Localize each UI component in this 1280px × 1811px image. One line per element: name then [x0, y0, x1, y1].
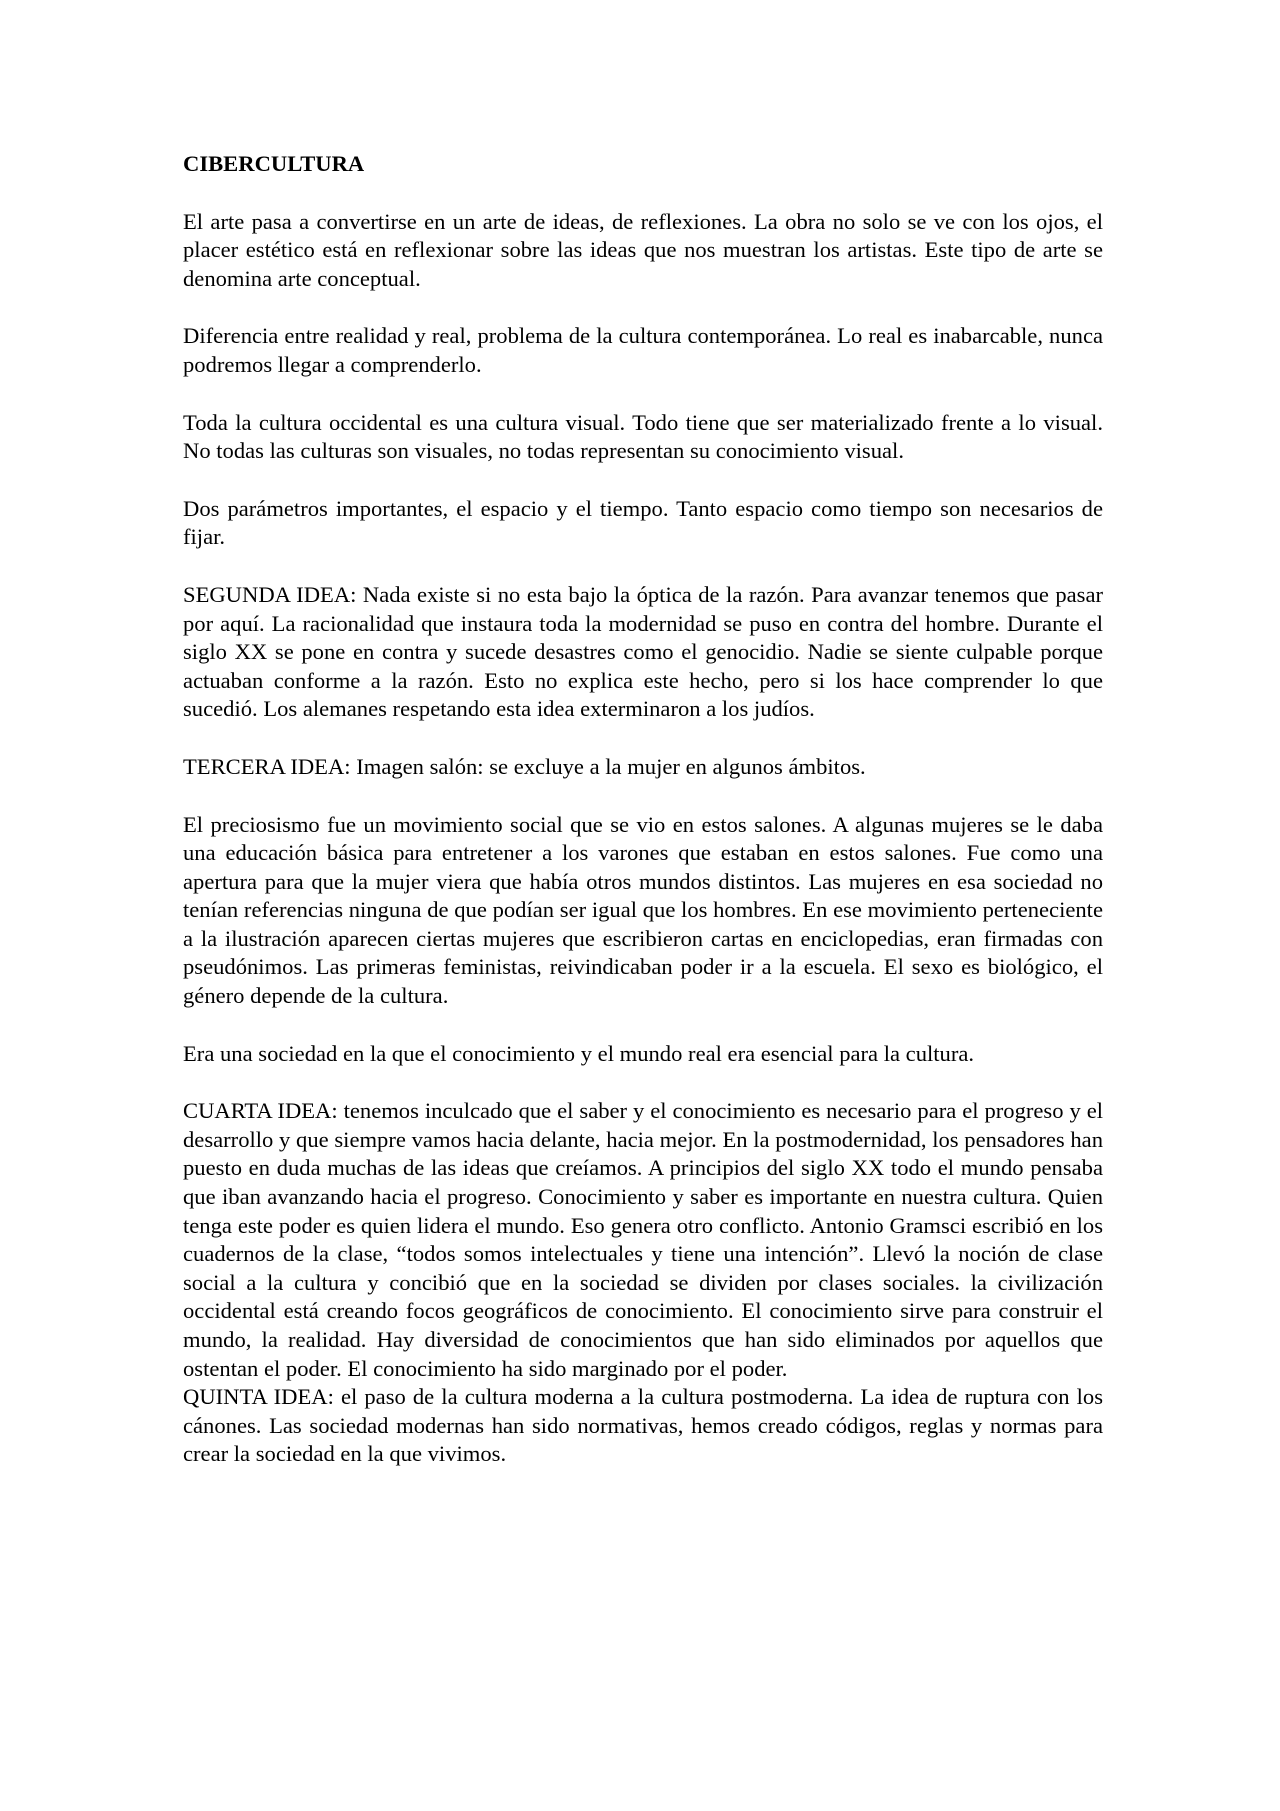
- document-title: CIBERCULTURA: [183, 151, 365, 176]
- document-page: [183, 150, 1103, 1469]
- paragraph-quinta-idea: QUINTA IDEA: el paso de la cultura moderna a la cultura postmoderna. La idea de ruptura con los cánones. Las sociedad modernas han sido normativas, hemos creado códigos, reglas y normas para crear la sociedad en la que vivimos.: [183, 1384, 1103, 1467]
- paragraph-cuarta-idea: CUARTA IDEA: tenemos inculcado que el saber y el conocimiento es necesario para el progreso y el desarrollo y que siempre vamos hacia delante, hacia mejor. En la postmodernidad, los pensadores han puesto en duda muchas de las ideas que creíamos. A principios del siglo XX todo el mundo pensaba que iban avanzando hacia el progreso. Conocimiento y saber es importante en nuestra cultura. Quien tenga este poder es quien lidera el mundo. Eso genera otro conflicto. Antonio Gramsci escribió en los cuadernos de la clase, “todos somos intelectuales y tiene una intención”. Llevó la noción de clase social a la cultura y concibió que en la sociedad se dividen por clases sociales. la civilización occidental está creando focos geográficos de conocimiento. El conocimiento sirve para construir el mundo, la realidad. Hay diversidad de conocimientos que han sido eliminados por aquellos que ostentan el poder. El conocimiento ha sido marginado por el poder.: [183, 1098, 1103, 1381]
- paragraph-preciosismo: El preciosismo fue un movimiento social que se vio en estos salones. A algunas mujeres se le daba una educación básica para entretener a los varones que estaban en estos salones. Fue como una apertura para que la mujer viera que había otros mundos distintos. Las mujeres en esa sociedad no tenían referencias ninguna de que podían ser igual que los hombres. En ese movimiento perteneciente a la ilustración aparecen ciertas mujeres que escribieron cartas en enciclopedias, eran firmadas con pseudónimos. Las primeras feministas, reivindicaban poder ir a la escuela. El sexo es biológico, el género depende de la cultura.: [183, 811, 1103, 1009]
- paragraph-segunda-idea: SEGUNDA IDEA: Nada existe si no esta bajo la óptica de la razón. Para avanzar tenemos que pasar por aquí. La racionalidad que instaura toda la modernidad se puso en contra del hombre. Durante el siglo XX se pone en contra y sucede desastres como el genocidio. Nadie se siente culpable porque actuaban conforme a la razón. Esto no explica este hecho, pero si los hace comprender lo que sucedió. Los alemanes respetando esta idea exterminaron a los judíos.: [183, 581, 1103, 722]
- paragraph-realidad-real: Diferencia entre realidad y real, problema de la cultura contemporánea. Lo real es inabarcable, nunca podremos llegar a comprenderlo.: [183, 323, 1103, 377]
- paragraph-sociedad-conocimiento: Era una sociedad en la que el conocimiento y el mundo real era esencial para la cultura.: [183, 1040, 975, 1066]
- paragraph-cultura-visual: Toda la cultura occidental es una cultura visual. Todo tiene que ser materializado frente a lo visual. No todas las culturas son visuales, no todas representan su conocimiento visual.: [183, 409, 1103, 464]
- paragraph-espacio-tiempo: Dos parámetros importantes, el espacio y el tiempo. Tanto espacio como tiempo son necesarios de fijar.: [183, 495, 1103, 550]
- paragraph-arte-conceptual: El arte pasa a convertirse en un arte de ideas, de reflexiones. La obra no solo se ve con los ojos, el placer estético está en reflexionar sobre las ideas que nos muestran los artistas. Este tipo de arte se denomina arte conceptual.: [183, 208, 1103, 291]
- paragraph-tercera-idea: TERCERA IDEA: Imagen salón: se excluye a la mujer en algunos ámbitos.: [183, 753, 866, 779]
